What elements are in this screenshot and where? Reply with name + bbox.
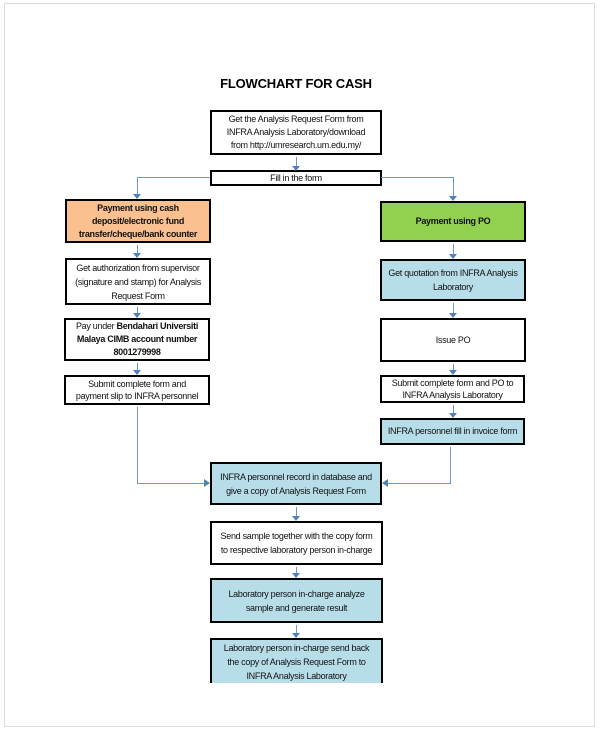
- arrow-down-icon: [449, 254, 457, 259]
- flowchart-title: FLOWCHART FOR CASH: [220, 76, 372, 91]
- connector-left-into-record: [137, 483, 205, 484]
- node-start: Get the Analysis Request Form from INFRA Analysis Laboratory/download from http://umresearch.um.edu.my/: [210, 110, 382, 155]
- arrow-down-icon: [292, 516, 300, 521]
- node-submit-cash: Submit complete form and payment slip to INFRA personnel: [64, 375, 210, 405]
- node-payment-po-header: Payment using PO: [380, 201, 526, 242]
- node-fill-form: Fill in the form: [210, 170, 382, 186]
- arrow-down-icon: [133, 253, 141, 258]
- connector-right-into-record: [388, 483, 450, 484]
- arrow-down-icon: [449, 313, 457, 318]
- node-analyze-sample: Laboratory person in-charge analyze sample and generate result: [210, 578, 383, 623]
- node-invoice-form: INFRA personnel fill in invoice form: [380, 418, 525, 445]
- arrow-left-icon: [382, 479, 388, 487]
- arrow-down-icon: [133, 194, 141, 199]
- node-payment-cash-header: Payment using cash deposit/electronic fund transfer/cheque/bank counter: [65, 199, 211, 243]
- pay-account-number-label: Malaya CIMB account number: [76, 334, 198, 344]
- arrow-down-icon: [449, 413, 457, 418]
- node-pay-account: [64, 318, 210, 361]
- arrow-right-icon: [204, 479, 210, 487]
- node-get-quotation: Get quotation from INFRA Analysis Laboratory: [380, 259, 526, 301]
- arrow-down-icon: [449, 196, 457, 201]
- node-submit-po: Submit complete form and PO to INFRA Analysis Laboratory: [380, 375, 525, 403]
- connector-fill-to-right: [381, 177, 453, 178]
- pay-account-prefix: Pay under: [75, 321, 117, 331]
- pay-account-bank: Bendahari Universiti: [116, 321, 199, 331]
- node-send-sample: Send sample together with the copy form to respective laboratory person in-charge: [210, 521, 383, 565]
- arrow-down-icon: [292, 633, 300, 638]
- connector-submit-cash-down: [137, 407, 138, 484]
- node-issue-po: Issue PO: [380, 318, 526, 362]
- pay-account-number: 8001279998: [113, 347, 161, 357]
- node-record-database: INFRA personnel record in database and give a copy of Analysis Request Form: [210, 462, 382, 505]
- arrow-down-icon: [133, 313, 141, 318]
- connector-fill-to-left: [137, 177, 210, 178]
- arrow-down-icon: [449, 370, 457, 375]
- arrow-down-icon: [133, 370, 141, 375]
- connector-right-branch-down: [453, 177, 454, 198]
- arrow-down-icon: [292, 166, 300, 171]
- node-get-authorization: Get authorization from supervisor (signature and stamp) for Analysis Request Form: [65, 258, 211, 305]
- node-send-back: Laboratory person in-charge send back the copy of Analysis Request Form to INFRA Analysis Laboratory: [210, 638, 383, 683]
- connector-invoice-down: [450, 447, 451, 484]
- arrow-down-icon: [292, 573, 300, 578]
